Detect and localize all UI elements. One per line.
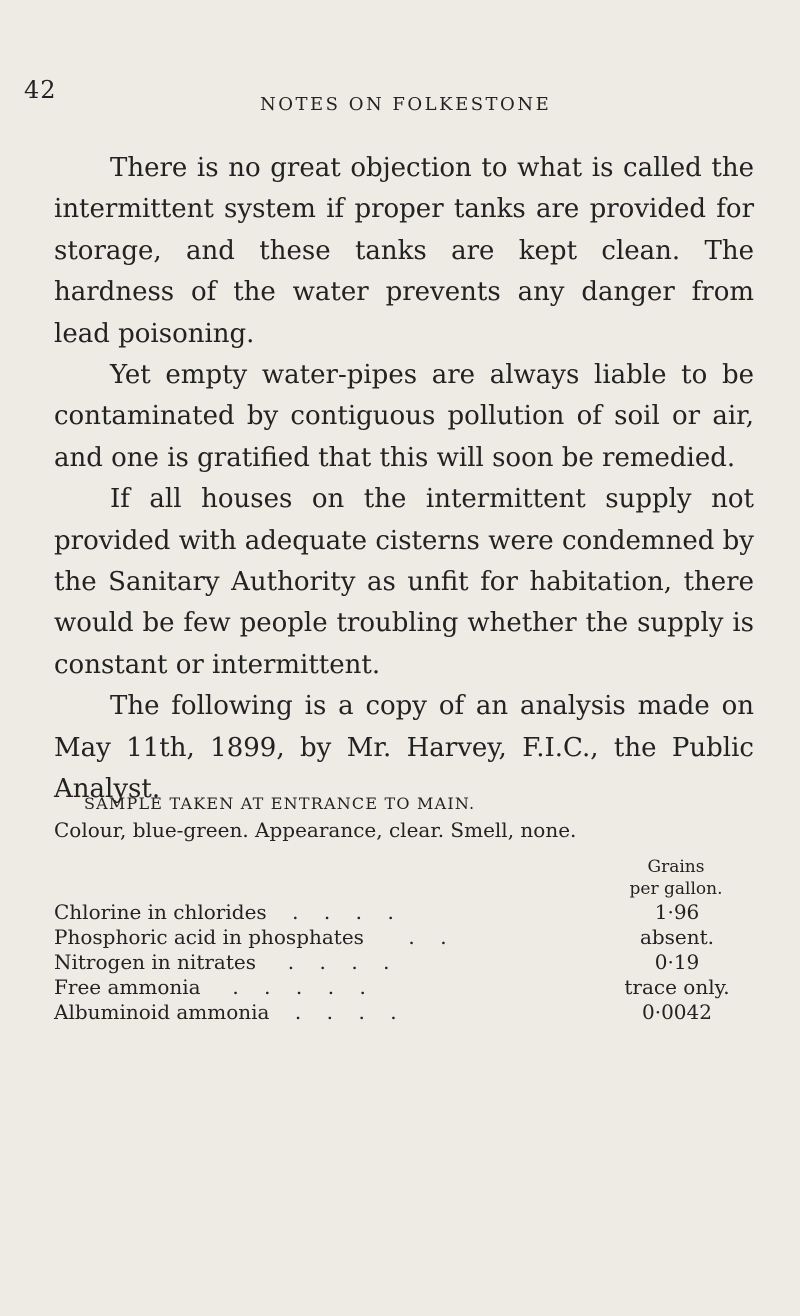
table-row [54,950,754,975]
row-value: trace only. [624,974,730,999]
paragraph-3: If all houses on the intermittent supply not provided with adequate cisterns were condemned by the Sanitary Authority as unfit for habitation, there would be few people troubling whether the supply is constant or intermittent. [54,484,754,680]
paragraph-4: The following is a copy of an analysis made on May 11th, 1899, by Mr. Harvey, F.I.C., the Public Analyst. [54,691,754,805]
running-head: NOTES ON FOLKESTONE [260,94,552,115]
paragraph-2: Yet empty water-pipes are always liable to be contaminated by contiguous pollution of soil or air, and one is gratified that this will soon be remedied. [54,360,754,473]
row-value: 0·0042 [642,999,712,1024]
row-label: Chlorine in chlorides . . . . [54,900,394,925]
row-label: Free ammonia . . . . . [54,974,366,999]
units-label [600,856,752,900]
row-label: Nitrogen in nitrates . . . . [54,949,390,974]
table-row [54,925,754,950]
analysis-summary: Colour, blue-green. Appearance, clear. Smell, none. [54,818,577,842]
row-label: Phosphoric acid in phosphates . . [54,925,447,950]
row-value: 1·96 [654,900,700,925]
table-row [54,900,754,925]
units-line-1: Grains [647,857,705,877]
units-line-2: per gallon. [629,879,723,899]
paragraph-1: There is no great objection to what is called the intermittent system if proper tanks are provided for storage, and these tanks are kept clean. The hardness of the water prevents any danger from lead poisoning. [54,153,754,349]
row-value: absent. [639,925,715,950]
body-text [54,148,754,811]
analysis-table [54,900,754,1024]
table-row [54,974,754,999]
sample-heading: SAMPLE TAKEN AT ENTRANCE TO MAIN. [84,794,476,813]
page-number: 42 [24,76,57,104]
row-value: 0·19 [654,949,700,974]
table-row [54,999,754,1024]
row-label: Albuminoid ammonia . . . . [54,999,397,1024]
